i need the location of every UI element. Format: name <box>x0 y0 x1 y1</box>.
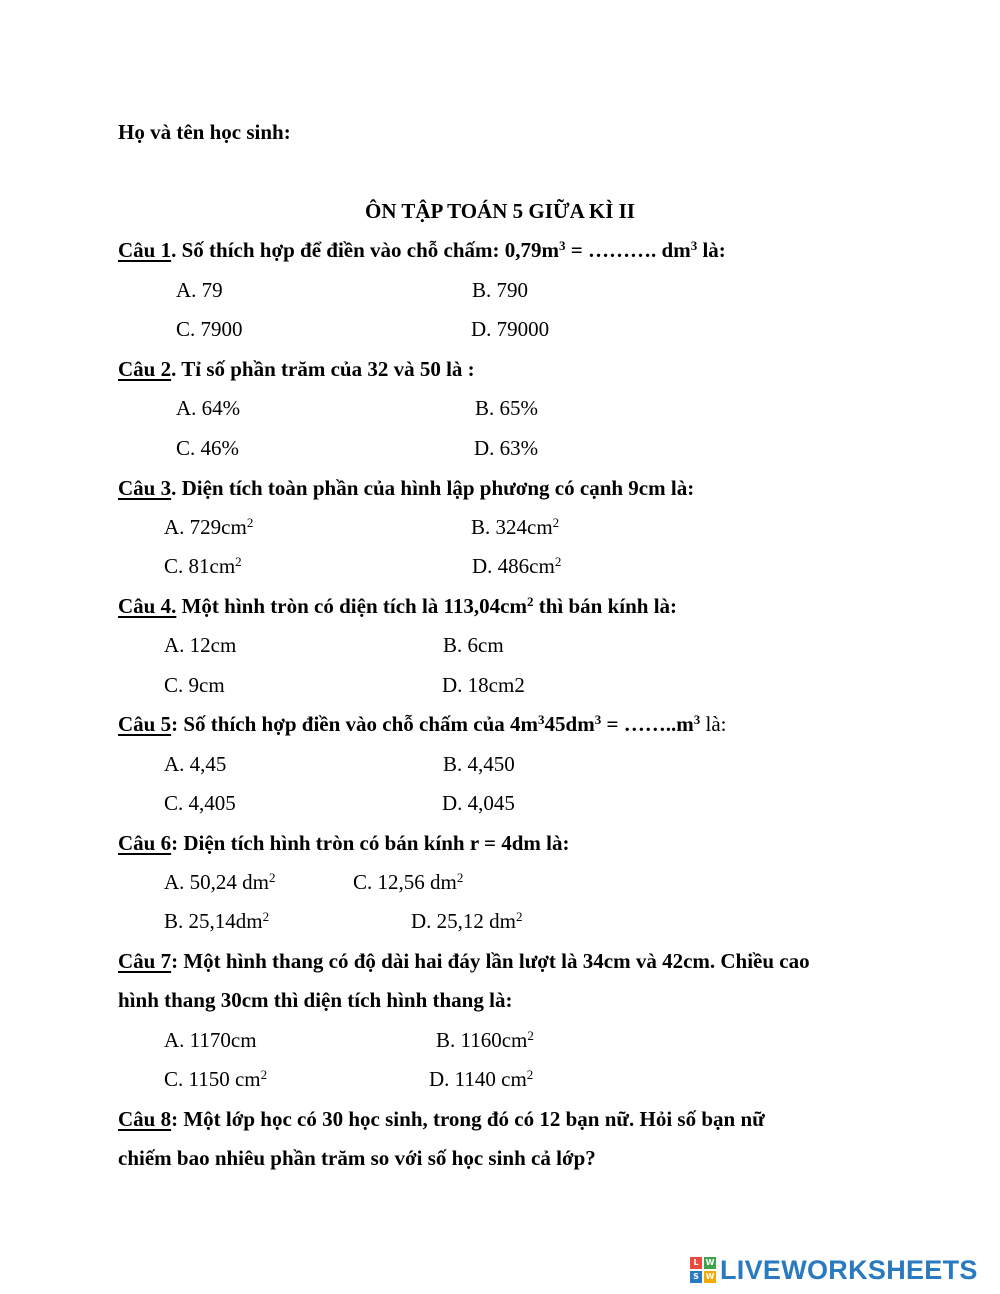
option-a[interactable]: A. 64% <box>176 396 241 420</box>
question-4: Câu 4. Một hình tròn có diện tích là $113,04cm^2$ thì bán kính là: <box>118 593 678 618</box>
question-label: Câu 1 <box>118 238 172 262</box>
option-a[interactable]: A. $729cm^2$ <box>164 514 254 539</box>
logo-text: LIVEWORKSHEETS <box>720 1254 978 1285</box>
question-label: Câu 3 <box>118 476 172 500</box>
question-7: Câu 7: Một hình thang có độ dài hai đáy lần lượt là 34cm và 42cm. Chiều cao <box>118 949 810 973</box>
option-b[interactable]: B. 790 <box>472 278 529 302</box>
question-1: Câu 1. Số thích hợp để điền vào chỗ chấm: $0,79m^3$ = ………. $dm^3$ là: <box>118 237 726 262</box>
question-label: Câu 5 <box>118 712 172 736</box>
question-label: Câu 7 <box>118 949 172 973</box>
option-b[interactable]: B. 4,450 <box>443 752 515 776</box>
option-b[interactable]: B. $324cm^2$ <box>471 514 560 539</box>
logo-squares-icon: L W S W <box>690 1257 716 1283</box>
option-c[interactable]: C. 46% <box>176 436 239 460</box>
question-8-line2: chiếm bao nhiêu phần trăm so với số học sinh cả lớp? <box>118 1146 596 1170</box>
question-label: Câu 2 <box>118 357 172 381</box>
question-8: Câu 8: Một lớp học có 30 học sinh, trong đó có 12 bạn nữ. Hỏi số bạn nữ <box>118 1107 765 1131</box>
option-d[interactable]: D. 79000 <box>471 317 550 341</box>
question-label: Câu 4. <box>118 594 177 618</box>
option-d[interactable]: D. 4,045 <box>442 791 515 815</box>
option-a[interactable]: A. 50,24 $dm^2$ <box>164 869 276 894</box>
option-c[interactable]: C. 12,56 $dm^2$ <box>353 869 464 894</box>
page-title: ÔN TẬP TOÁN 5 GIỮA KÌ II <box>365 199 635 223</box>
option-c[interactable]: C. 7900 <box>176 317 243 341</box>
option-c[interactable]: C. 4,405 <box>164 791 236 815</box>
question-label: Câu 6 <box>118 831 172 855</box>
option-a[interactable]: A. 4,45 <box>164 752 227 776</box>
question-5: Câu 5: Số thích hợp điền vào chỗ chấm của $4m^345dm^3$ = $\dots\dots..m^3$ là: <box>118 711 727 736</box>
option-b[interactable]: B. 6cm <box>443 633 504 657</box>
question-7-line2: hình thang 30cm thì diện tích hình thang là: <box>118 988 513 1012</box>
question-3: Câu 3. Diện tích toàn phần của hình lập phương có cạnh 9cm là: <box>118 476 695 500</box>
option-d[interactable]: D. $486cm^2$ <box>472 553 562 578</box>
option-c[interactable]: C. $81cm^2$ <box>164 553 242 578</box>
option-c[interactable]: C. 1150 $cm^2$ <box>164 1066 268 1091</box>
question-2: Câu 2. Tỉ số phần trăm của 32 và 50 là : <box>118 357 475 381</box>
option-a[interactable]: A. 12cm <box>164 633 237 657</box>
option-d[interactable]: D. 63% <box>474 436 539 460</box>
option-c[interactable]: C. 9cm <box>164 673 225 697</box>
option-a[interactable]: A. 79 <box>176 278 223 302</box>
option-a[interactable]: A. 1170cm <box>164 1028 257 1052</box>
option-d[interactable]: D. 25,12 $dm^2$ <box>411 908 523 933</box>
question-6: Câu 6: Diện tích hình tròn có bán kính r = 4dm là: <box>118 831 570 855</box>
option-d[interactable]: D. 18cm2 <box>442 673 525 697</box>
option-b[interactable]: B. $1160cm^2$ <box>436 1027 534 1052</box>
option-d[interactable]: D. 1140 $cm^2$ <box>429 1066 534 1091</box>
liveworksheets-logo <box>690 1254 978 1285</box>
option-b[interactable]: B. $25,14dm^2$ <box>164 908 270 933</box>
question-label: Câu 8 <box>118 1107 172 1131</box>
option-b[interactable]: B. 65% <box>475 396 538 420</box>
student-name-label: Họ và tên học sinh: <box>118 120 291 144</box>
